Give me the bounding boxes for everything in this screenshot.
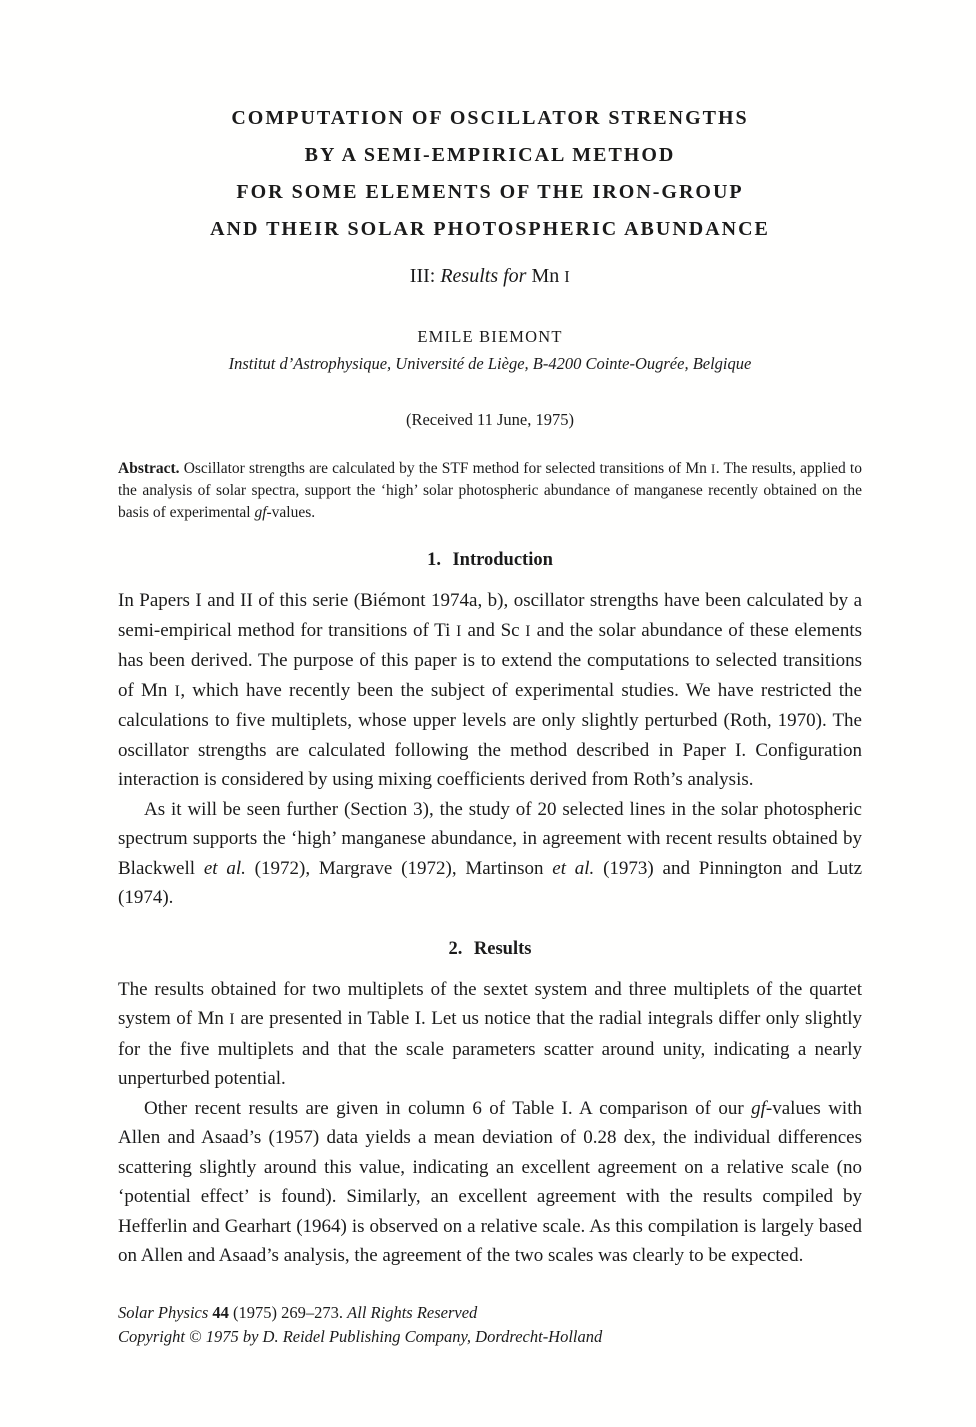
abstract: Abstract. Oscillator strengths are calculated by the STF method for selected transitions of Mn I. The results, applied to the analysis of solar spectra, support the ‘high’ solar photospheric abundance of manganese recently obtained on the basis of experimental gf-values. — [118, 460, 862, 521]
paper-subtitle: III: Results for Mn I — [409, 265, 571, 287]
author-affiliation: Institut d’Astrophysique, Université de Liège, B-4200 Cointe-Ougrée, Belgique — [228, 354, 752, 373]
section-results — [118, 913, 862, 1271]
results-paragraph-1: The results obtained for two multiplets of the sextet system and three multiplets of the quartet system of Mn I are presented in Table I. Let us notice that the radial integrals differ only slightly for the five multiplets and that the scale parameters scatter around unity, indicating a nearly unperturbed potential. — [118, 978, 862, 1089]
author-name: EMILE BIEMONT — [417, 327, 563, 346]
journal-footer — [118, 1271, 862, 1349]
intro-paragraph-1: In Papers I and II of this serie (Biémont 1974a, b), oscillator strengths have been calculated by a semi-empirical method for transitions of Ti I and Sc I and the solar abundance of these elements has been derived. The purpose of this paper is to extend the computations to selected transitions of Mn I, which have recently been the subject of experimental studies. We have restricted the calculations to five multiplets, whose upper levels are only slightly perturbed (Roth, 1970). The oscillator strengths are calculated following the method described in Paper I. Configuration interaction is considered by using mixing coefficients derived from Roth’s analysis. — [118, 590, 862, 790]
intro-paragraph-2: As it will be seen further (Section 3), the study of 20 selected lines in the solar photospheric spectrum supports the ‘high’ manganese abundance, in agreement with recent results obtained by Blackwell et al. (1972), Margrave (1972), Martinson et al. (1973) and Pinnington and Lutz (1974). — [118, 798, 863, 908]
title-block — [118, 100, 862, 291]
footer-line-1: Solar Physics 44 (1975) 269–273. All Rights Reserved — [118, 1302, 478, 1322]
title-line-4: AND THEIR SOLAR PHOTOSPHERIC ABUNDANCE — [210, 218, 770, 240]
title-line-3: FOR SOME ELEMENTS OF THE IRON-GROUP — [236, 181, 744, 203]
section-number: 1. — [427, 550, 441, 570]
paper-title — [118, 100, 862, 248]
title-line-2: BY A SEMI-EMPIRICAL METHOD — [304, 144, 676, 166]
section-heading-results — [118, 939, 862, 960]
received-date: (Received 11 June, 1975) — [405, 410, 574, 429]
title-line-1: COMPUTATION OF OSCILLATOR STRENGTHS — [231, 107, 749, 129]
results-paragraph-2: Other recent results are given in column 6 of Table I. A comparison of our gf-values with Allen and Asaad’s (1957) data yields a mean deviation of 0.28 dex, the individual differences scattering slightly around this value, indicating an excellent agreement on a relative scale (no ‘potential effect’ is found). Similarly, an excellent agreement with the results compiled by Hefferlin and Gearhart (1964) is observed on a relative scale. As this compilation is largely based on Allen and Asaad’s analysis, the agreement of the two scales was clearly to be expected. — [118, 1097, 862, 1266]
section-heading-label: Results — [473, 938, 532, 959]
footer-line-2: Copyright © 1975 by D. Reidel Publishing Company, Dordrecht-Holland — [118, 1326, 603, 1346]
section-introduction — [118, 524, 862, 913]
section-heading-label: Introduction — [452, 550, 553, 570]
section-heading-introduction — [118, 550, 862, 571]
section-number: 2. — [448, 938, 463, 959]
